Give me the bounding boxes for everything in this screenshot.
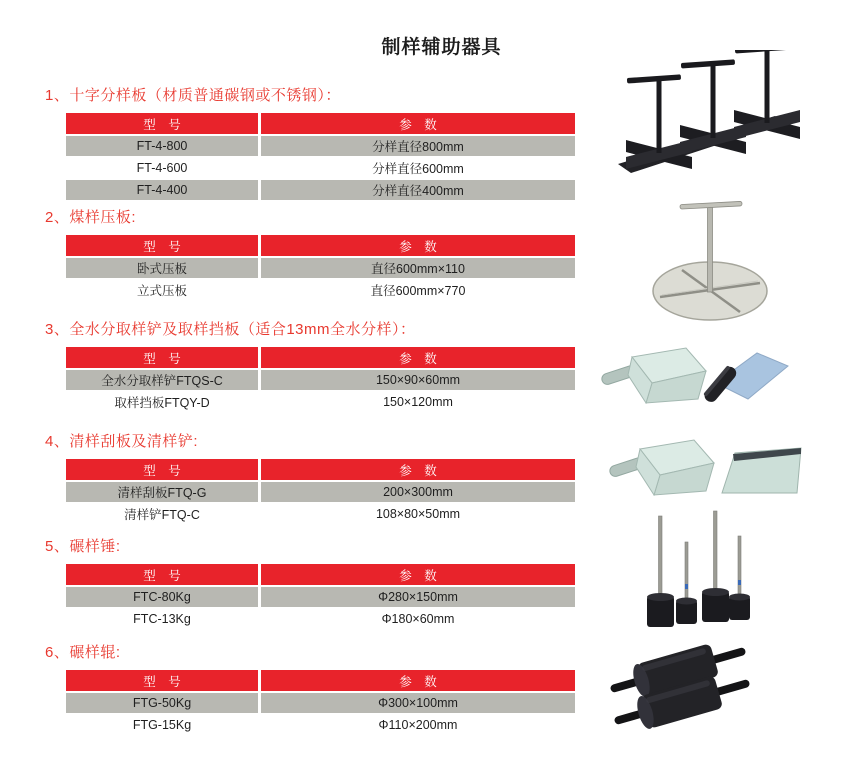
param-cell: 200×300mm (261, 482, 575, 502)
col-header-params: 参 数 (261, 564, 575, 585)
model-cell: 取样挡板FTQY-D (66, 392, 261, 412)
table-row (66, 482, 575, 502)
param-cell: 直径600mm×770 (261, 280, 575, 300)
hammer-shape (729, 536, 750, 620)
table-row (66, 504, 575, 524)
section-heading: 3、全水分取样铲及取样挡板（适合13mm全水分样）： (45, 321, 416, 338)
col-header-params: 参 数 (261, 235, 575, 256)
table-row (66, 392, 575, 412)
section-heading: 4、清样刮板及清样铲: (45, 433, 199, 450)
spec-table (66, 668, 575, 737)
model-cell: 立式压板 (66, 280, 261, 300)
table-header-row (66, 235, 575, 256)
sample-rollers-image (602, 640, 754, 738)
col-header-params: 参 数 (261, 347, 575, 368)
table-row (66, 693, 575, 713)
table-row (66, 370, 575, 390)
col-header-model: 型 号 (66, 459, 261, 480)
param-cell: 分样直径400mm (261, 180, 575, 200)
table-header-row (66, 347, 575, 368)
cleaning-scoop-shape (608, 440, 714, 495)
col-header-model: 型 号 (66, 670, 261, 691)
col-header-params: 参 数 (261, 459, 575, 480)
col-header-model: 型 号 (66, 113, 261, 134)
hammer-shape (702, 511, 729, 622)
table-header-row (66, 670, 575, 691)
cross-sample-dividers-image (612, 50, 810, 192)
table-row (66, 280, 575, 300)
model-cell: FTG-15Kg (66, 715, 261, 735)
sample-hammers-image (638, 506, 762, 634)
spec-table (66, 111, 575, 202)
param-cell: 150×90×60mm (261, 370, 575, 390)
param-cell: Φ110×200mm (261, 715, 575, 735)
section-roller (0, 641, 585, 737)
baffle-plate-shape (702, 353, 788, 405)
model-cell: 全水分取样铲FTQS-C (66, 370, 261, 390)
table-row (66, 609, 575, 629)
spec-table (66, 345, 575, 414)
coal-press-plate-image (640, 193, 780, 328)
section-hammer (0, 535, 585, 631)
model-cell: FT-4-400 (66, 180, 261, 200)
table-row (66, 158, 575, 178)
param-cell: 分样直径800mm (261, 136, 575, 156)
section-cross-divider (0, 84, 585, 202)
scraper-plate-shape (722, 448, 801, 493)
model-cell: FTC-13Kg (66, 609, 261, 629)
model-cell: FT-4-600 (66, 158, 261, 178)
col-header-params: 参 数 (261, 113, 575, 134)
param-cell: Φ180×60mm (261, 609, 575, 629)
section-heading: 2、煤样压板: (45, 209, 137, 226)
section-heading: 6、碾样辊: (45, 644, 121, 661)
hammer-shape (676, 542, 697, 624)
param-cell: 108×80×50mm (261, 504, 575, 524)
table-header-row (66, 459, 575, 480)
table-header-row (66, 113, 575, 134)
spec-table (66, 233, 575, 302)
col-header-model: 型 号 (66, 347, 261, 368)
model-cell: FTC-80Kg (66, 587, 261, 607)
param-cell: 直径600mm×110 (261, 258, 575, 278)
param-cell: Φ280×150mm (261, 587, 575, 607)
param-cell: 150×120mm (261, 392, 575, 412)
section-moisture-scoop (0, 318, 585, 414)
table-row (66, 587, 575, 607)
model-cell: 卧式压板 (66, 258, 261, 278)
sampling-scoop-shape (600, 348, 706, 403)
moisture-scoop-baffle-image (594, 333, 796, 421)
page-title: 制样辅助器具 (381, 37, 502, 58)
table-row (66, 180, 575, 200)
section-cleaning-scraper (0, 430, 585, 526)
spec-table (66, 457, 575, 526)
hammer-shape (647, 516, 674, 627)
col-header-params: 参 数 (261, 670, 575, 691)
section-heading: 1、十字分样板（材质普通碳钢或不锈钢）： (45, 87, 341, 104)
section-press-plate (0, 206, 585, 302)
section-heading: 5、碾样锤: (45, 538, 121, 555)
param-cell: Φ300×100mm (261, 693, 575, 713)
cleaning-scoop-scraper-image (604, 427, 806, 515)
table-row (66, 715, 575, 735)
product-images-column (580, 0, 847, 765)
table-row (66, 258, 575, 278)
col-header-model: 型 号 (66, 564, 261, 585)
col-header-model: 型 号 (66, 235, 261, 256)
model-cell: FTG-50Kg (66, 693, 261, 713)
table-header-row (66, 564, 575, 585)
param-cell: 分样直径600mm (261, 158, 575, 178)
table-row (66, 136, 575, 156)
model-cell: FT-4-800 (66, 136, 261, 156)
model-cell: 清样铲FTQ-C (66, 504, 261, 524)
spec-table (66, 562, 575, 631)
model-cell: 清样刮板FTQ-G (66, 482, 261, 502)
